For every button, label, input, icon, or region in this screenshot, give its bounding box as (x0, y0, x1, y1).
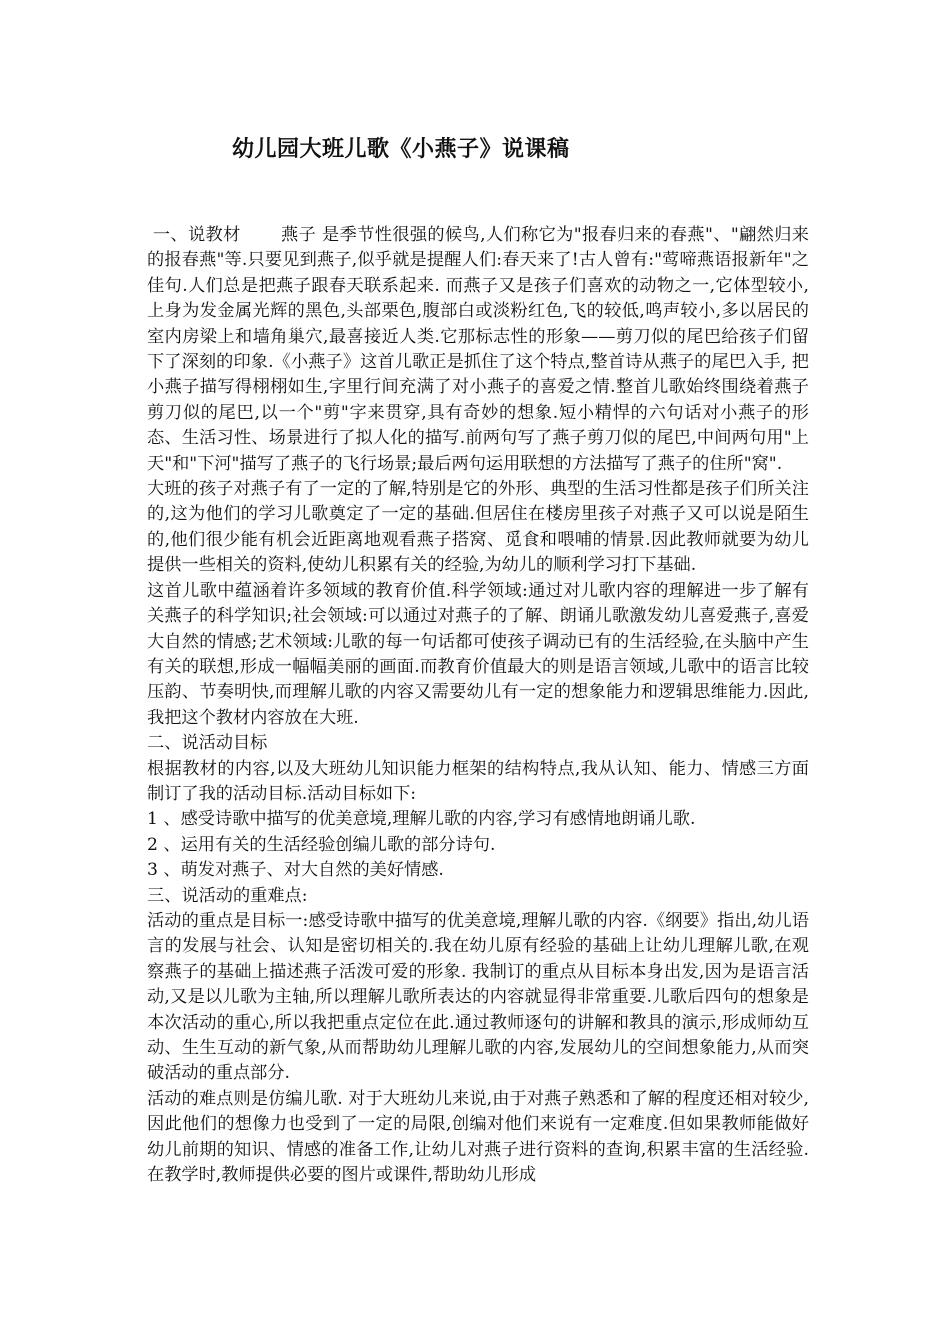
section-heading-goals: 二、说活动目标 (147, 733, 268, 754)
goal-item: 2 、运用有关的生活经验创编儿歌的部分诗句. (147, 834, 496, 855)
section-heading-textbook: 一、说教材 (152, 225, 241, 245)
paragraph: 活动的重点是目标一:感受诗歌中描写的优美意境,理解儿歌的内容.《纲要》指出,幼儿语言的发展与社会、认知是密切相关的.我在幼儿原有经验的基础上让幼儿理解儿歌,在观察燕子的基础上描述燕子活泼可爱的形象. 我制订的重点从目标本身出发,因为是语言活动,又是以儿歌为主轴,所以理解儿歌所表达的内容就显得非常重要.儿歌后四句的想象是本次活动的重心,所以我把重点定位在此.通过教师逐句的讲解和教具的演示,形成师幼互动、生生互动的新气象,从而帮助幼儿理解儿歌的内容,发展幼儿的空间想象能力,从而突破活动的重点部分. (147, 910, 809, 1084)
goal-item: 3 、萌发对燕子、对大自然的美好情感. (147, 860, 444, 881)
paragraph: 根据教材的内容,以及大班幼儿知识能力框架的结构特点,我从认知、能力、情感三方面制订了我的活动目标.活动目标如下: (147, 758, 809, 804)
paragraph-text: 燕子 是季节性很强的候鸟,人们称它为"报春归来的春燕"、"翩然归来的报春燕"等.只要见到燕子,似乎就是提醒人们:春天来了!古人曾有:"莺啼燕语报新年"之佳句.人们总是把燕子跟春天联系起来. 而燕子又是孩子们喜欢的动物之一,它体型较小,上身为发金属光辉的黑色,头部栗色,腹部白或淡粉红色,飞的较低,鸣声较小,多以居民的室内房梁上和墙角巢穴,最喜接近人类.它那标志性的形象——剪刀似的尾巴给孩子们留下了深刻的印象.《小燕子》这首儿歌正是抓住了这个特点,整首诗从燕子的尾巴入手, 把小燕子描写得栩栩如生,字里行间充满了对小燕子的喜爱之情.整首儿歌始终围绕着燕子剪刀似的尾巴,以一个"剪"字来贯穿,具有奇妙的想象.短小精悍的六句话对小燕子的形态、生活习性、场景进行了拟人化的描写.前两句写了燕子剪刀似的尾巴,中间两句用"上天"和"下河"描写了燕子的飞行场景;最后两句运用联想的方法描写了燕子的住所"窝". (147, 225, 809, 474)
document-title: 幼儿园大班儿歌《小燕子》说课稿 (232, 137, 570, 162)
document-body (147, 223, 809, 1188)
paragraph: 活动的难点则是仿编儿歌. 对于大班幼儿来说,由于对燕子熟悉和了解的程度还相对较少,因此他们的想像力也受到了一定的局限,创编对他们来说有一定难度.但如果教师能做好幼儿前期的知识、情感的准备工作,让幼儿对燕子进行资料的查询,积累丰富的生活经验.在教学时,教师提供必要的图片或课件,帮助幼儿形成 (147, 1088, 809, 1186)
goal-item: 1 、感受诗歌中描写的优美意境,理解儿歌的内容,学习有感情地朗诵儿歌. (147, 809, 696, 830)
paragraph: 大班的孩子对燕子有了一定的了解,特别是它的外形、典型的生活习性都是孩子们所关注的,这为他们的学习儿歌奠定了一定的基础.但居住在楼房里孩子对燕子又可以说是陌生的,他们很少能有机会近距离地观看燕子搭窝、觅食和喂哺的情景.因此教师就要为幼儿提供一些相关的资料,使幼儿积累有关的经验,为幼儿的顺利学习打下基础. (147, 479, 809, 576)
paragraph: 这首儿歌中蕴涵着许多领域的教育价值.科学领域:通过对儿歌内容的理解进一步了解有关燕子的科学知识;社会领域:可以通过对燕子的了解、朗诵儿歌激发幼儿喜爱燕子,喜爱大自然的情感;艺术领域:儿歌的每一句话都可使孩子调动已有的生活经验,在头脑中产生有关的联想,形成一幅幅美丽的画面.而教育价值最大的则是语言领域,儿歌中的语言比较压韵、节奏明快,而理解儿歌的内容又需要幼儿有一定的想象能力和逻辑思维能力.因此,我把这个教材内容放在大班. (147, 580, 809, 728)
section-heading-key-points: 三、说活动的重难点: (147, 885, 308, 906)
paragraph-textbook (147, 223, 809, 477)
